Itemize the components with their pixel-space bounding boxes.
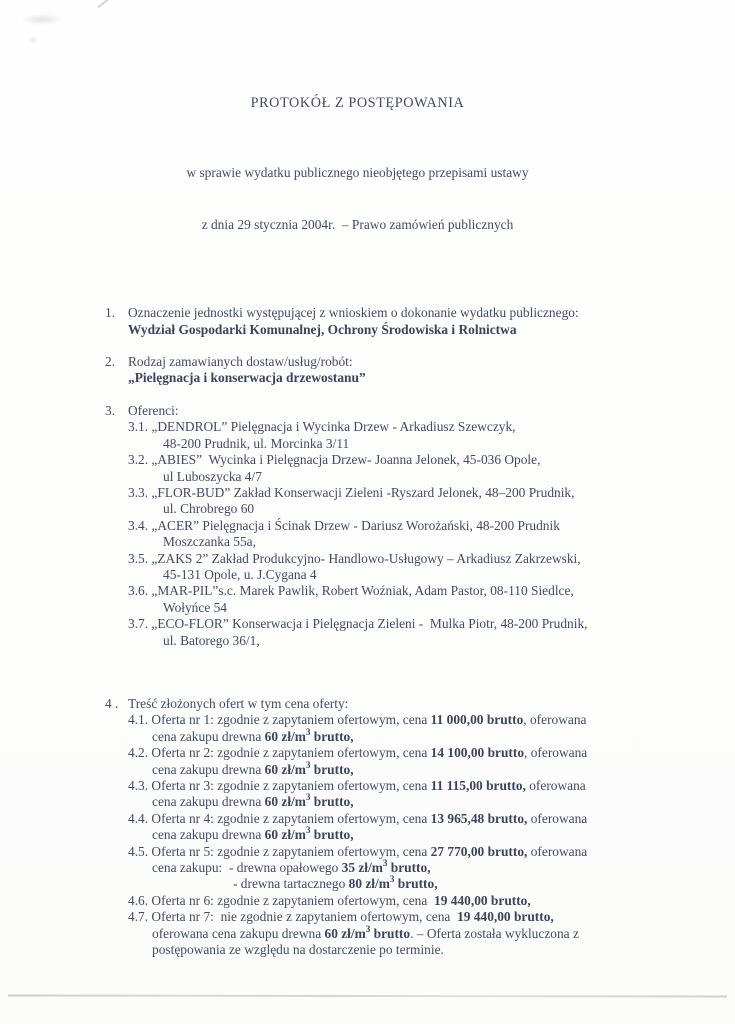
text-line (105, 305, 675, 321)
text-run: 19 440,00 brutto, (434, 892, 531, 908)
text-line (105, 567, 675, 583)
text-run: ul. Chrobrego 60 (163, 501, 255, 517)
text-line (105, 909, 675, 925)
text-run: 60 zł/m (264, 827, 306, 843)
list-item (105, 305, 675, 338)
text-run: Treść złożonych ofert w tym cena oferty: (128, 695, 349, 711)
text-line (105, 811, 675, 827)
text-line (105, 893, 675, 909)
text-run: 3.2. „ABIES” Wycinka i Pielęgnacja Drzew- Joanna Jelonek, 45-036 Opole, (128, 452, 541, 468)
text-run: brutto, (387, 860, 431, 876)
text-run: 48-200 Prudnik, ul. Morcinka 3/11 (163, 435, 350, 451)
text-run: 35 zł/m (341, 860, 383, 876)
text-run: cena zakupu drewna (152, 761, 265, 777)
text-line (105, 696, 675, 712)
text-line (105, 501, 675, 517)
item-number: 3. (105, 402, 116, 418)
scan-artifact-smudge (22, 14, 62, 25)
text-run: cena zakupu drewna (152, 728, 265, 744)
text-run: 80 zł/m (348, 876, 390, 892)
text-line (105, 827, 675, 843)
text-run: cena zakupu: - drewna opałowego (152, 860, 342, 876)
text-run: brutto, (310, 794, 354, 810)
text-run: 3 (305, 759, 311, 770)
text-run: 27 770,00 brutto, (430, 843, 528, 859)
text-run: Rodzaj zamawianych dostaw/usług/robót: (128, 354, 353, 370)
text-run: 14 100,00 brutto (430, 745, 525, 761)
text-run: brutto, (310, 761, 354, 777)
text-run: Wołyńce 54 (163, 599, 227, 615)
item-number: 1. (105, 305, 116, 321)
text-run: 60 zł/m (264, 761, 306, 777)
text-run: Oznaczenie jednostki występującej z wnioskiem o dokonanie wydatku publicznego: (128, 305, 579, 321)
text-run: oferowana cena zakupu drewna (152, 925, 325, 941)
text-line (105, 794, 675, 810)
text-run: „Pielęgnacja i konserwacja drzewostanu” (128, 370, 366, 386)
text-line (105, 942, 675, 958)
text-run: 3.5. „ZAKS 2” Zakład Produkcyjno- Handlowo-Usługowy – Arkadiusz Zakrzewski, (128, 550, 581, 566)
text-run: 3 (389, 874, 395, 885)
text-run: 13 965,48 brutto, (430, 810, 528, 826)
text-run: , oferowana (523, 712, 587, 728)
text-line (105, 726, 675, 745)
list-item (105, 354, 675, 387)
text-run: 45-131 Opole, u. J.Cygana 4 (163, 566, 317, 582)
text-run: 19 440,00 brutto, (457, 909, 554, 925)
text-line (105, 778, 675, 794)
text-run: 4.7. Oferta nr 7: nie zgodnie z zapytaniem ofertowym, cena (128, 909, 458, 925)
item-number: 2. (105, 354, 116, 370)
document-subtitle-line-2: z dnia 29 stycznia 2004r. – Prawo zamówień publicznych (201, 217, 514, 233)
text-run: Wydział Gospodarki Komunalnej, Ochrony Środowiska i Rolnictwa (128, 321, 517, 337)
text-line (105, 436, 675, 452)
text-line (105, 712, 675, 728)
text-line (105, 759, 675, 778)
text-line (105, 419, 675, 435)
item-number: 4 . (105, 695, 119, 711)
text-line (105, 745, 675, 761)
text-line (105, 616, 675, 632)
text-line (105, 322, 675, 338)
text-run: 3 (365, 923, 371, 934)
text-run: oferowana (525, 778, 586, 793)
text-run: 4.1. Oferta nr 1: zgodnie z zapytaniem ofertowym, cena (128, 712, 431, 728)
text-run: Moszczanka 55a, (163, 534, 256, 550)
text-run: 3.1. „DENDROL” Pielęgnacja i Wycinka Drzew - Arkadiusz Szewczyk, (128, 419, 516, 435)
text-line (105, 923, 675, 942)
text-run: 3.6. „MAR-PIL”s.c. Marek Pawlik, Robert Woźniak, Adam Pastor, 08-110 Siedlce, (128, 583, 574, 599)
document-title: PROTOKÓŁ Z POSTĘPOWANIA (250, 95, 465, 111)
text-run: cena zakupu drewna (152, 827, 265, 843)
text-run: postępowania ze względu na dostarczenie po terminie. (152, 942, 444, 958)
document-header (0, 0, 735, 268)
text-run: brutto, (394, 876, 438, 892)
text-line (105, 469, 675, 485)
text-run: 3.3. „FLOR-BUD” Zakład Konserwacji Zieleni -Ryszard Jelonek, 48–200 Prudnik, (128, 484, 575, 500)
text-run: 3.4. „ACER” Pielęgnacja i Ścinak Drzew - Dariusz Worożański, 48-200 Prudnik (128, 517, 560, 533)
text-line (105, 876, 675, 892)
text-line (105, 583, 675, 599)
text-run: ul Luboszycka 4/7 (163, 468, 262, 484)
text-run: 3 (382, 858, 388, 869)
text-run: 4.3. Oferta nr 3: zgodnie z zapytaniem ofertowym, cena (128, 778, 431, 793)
text-run: 3 (305, 726, 311, 737)
text-run: 11 115,00 brutto, (430, 778, 526, 793)
text-run: - drewna tartacznego (233, 876, 349, 892)
text-line (105, 633, 675, 649)
text-run: oferowana (527, 810, 588, 826)
text-line (105, 452, 675, 468)
list-item (105, 403, 675, 649)
text-run: 11 000,00 brutto (430, 712, 524, 728)
text-run: 3 (305, 792, 311, 803)
scan-edge-line (8, 994, 727, 997)
text-run: 60 zł/m (264, 794, 306, 810)
text-run: , oferowana (524, 745, 588, 761)
text-line (105, 485, 675, 501)
text-run: Oferenci: (128, 402, 179, 418)
document-list (105, 305, 675, 958)
document-subtitle (0, 129, 715, 268)
text-run: 3 (305, 825, 311, 836)
text-run: . – Oferta została wykluczona z (410, 925, 579, 941)
text-line (105, 370, 675, 386)
text-run: 3.7. „ECO-FLOR” Konserwacja i Pielęgnacja Zieleni - Mulka Piotr, 48-200 Prudnik, (128, 616, 588, 632)
text-line (105, 403, 675, 419)
text-line (105, 844, 675, 860)
scan-artifact-dot (28, 36, 39, 44)
text-run: oferowana (527, 843, 588, 859)
text-run: 60 zł/m (324, 925, 366, 941)
text-run: ul. Batorego 36/1, (163, 632, 260, 648)
text-line (105, 518, 675, 534)
text-run: brutto (370, 925, 411, 941)
text-line (105, 600, 675, 616)
text-run: brutto, (310, 728, 354, 744)
text-run: 4.4. Oferta nr 4: zgodnie z zapytaniem ofertowym, cena (128, 810, 431, 826)
text-run: 4.6. Oferta nr 6: zgodnie z zapytaniem ofertowym, cena (128, 892, 435, 908)
text-line (105, 551, 675, 567)
text-run: 4.5. Oferta nr 5: zgodnie z zapytaniem ofertowym, cena (128, 843, 431, 859)
document-subtitle-line-1: w sprawie wydatku publicznego nieobjętego przepisami ustawy (186, 164, 529, 180)
text-line (105, 534, 675, 550)
text-run: brutto, (310, 827, 354, 843)
text-run: 60 zł/m (264, 728, 306, 744)
text-run: 4.2. Oferta nr 2: zgodnie z zapytaniem ofertowym, cena (128, 745, 431, 761)
text-run: cena zakupu drewna (152, 794, 265, 810)
list-item (105, 696, 675, 959)
text-line (105, 354, 675, 370)
